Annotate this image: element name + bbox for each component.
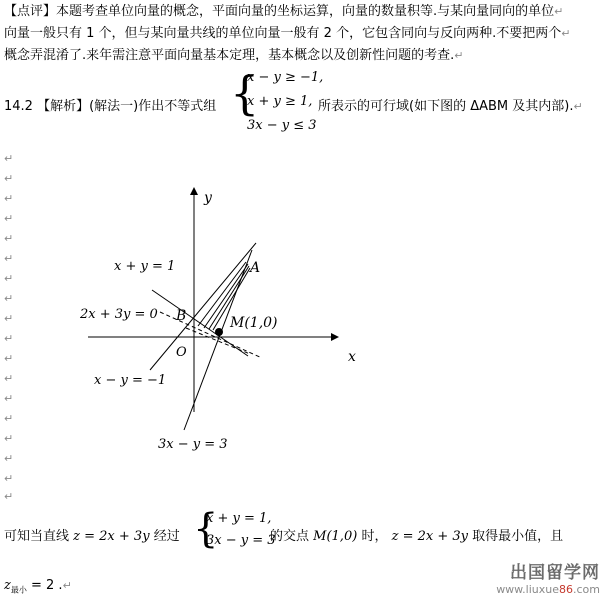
conclusion-system xyxy=(206,508,276,552)
return-mark-icon: ↵ xyxy=(573,100,583,113)
point-b-label: B xyxy=(176,308,187,324)
inequality-3: 3x − y ≤ 3 xyxy=(247,118,317,133)
conclusion-eq-1: x + y = 1, xyxy=(206,511,272,526)
return-mark-icon: ↵ xyxy=(4,332,14,345)
conclusion-point: M(1,0) xyxy=(313,529,358,544)
inequality-2: x + y ≥ 1, xyxy=(247,94,313,109)
zmin-value: = 2 . xyxy=(31,578,63,593)
label-x-plus-y: x + y = 1 xyxy=(114,259,176,274)
conclusion-line xyxy=(4,529,180,545)
return-mark-icon: ↵ xyxy=(4,432,14,445)
conclusion-text-3: 的交点 xyxy=(270,529,310,544)
return-mark-icon: ↵ xyxy=(4,312,14,325)
watermark-name: 出国留学网 xyxy=(510,563,600,583)
return-mark-icon: ↵ xyxy=(4,292,14,305)
return-mark-icon: ↵ xyxy=(4,252,14,265)
objective-expression: z = 2x + 3y xyxy=(73,529,150,544)
solution-prefix: 【解析】(解法一)作出不等式组 xyxy=(37,99,217,114)
return-mark-icon: ↵ xyxy=(454,49,464,62)
conclusion-brace: { xyxy=(193,506,219,552)
point-m-label: M(1,0) xyxy=(230,315,278,331)
label-2x-plus-3y: 2x + 3y = 0 xyxy=(80,307,158,322)
conclusion-eq-2: 3x − y = 3 xyxy=(206,533,276,548)
point-a-label: A xyxy=(250,260,261,276)
return-mark-icon: ↵ xyxy=(4,172,14,185)
return-mark-icon: ↵ xyxy=(4,472,14,485)
return-mark-icon: ↵ xyxy=(554,5,564,18)
return-mark-icon: ↵ xyxy=(4,212,14,225)
return-mark-icon: ↵ xyxy=(4,232,14,245)
conclusion-line-2 xyxy=(270,529,563,545)
watermark-url-number: 86 xyxy=(559,583,573,596)
return-mark-icon: ↵ xyxy=(4,352,14,365)
problem-number: 14.2 xyxy=(4,99,33,114)
conclusion-text-1: 可知当直线 xyxy=(4,529,70,544)
return-mark-icon: ↵ xyxy=(4,392,14,405)
comment-text-2: 向量一般只有 1 个，但与某向量共线的单位向量一般有 2 个，它包含同向与反向两种.不要把两个 xyxy=(4,26,562,41)
zmin-line xyxy=(4,578,72,599)
site-watermark xyxy=(496,558,600,596)
comment-text-1: 【点评】本题考查单位向量的概念，平面向量的坐标运算，向量的数量积等.与某向量同向的单位 xyxy=(4,4,555,19)
origin-label: O xyxy=(176,345,187,360)
return-mark-icon: ↵ xyxy=(62,579,72,592)
return-mark-icon: ↵ xyxy=(4,372,14,385)
return-mark-icon: ↵ xyxy=(561,27,571,40)
zmin-subscript: 最小 xyxy=(10,585,27,595)
conclusion-text-4: 时， xyxy=(361,529,388,544)
label-3x-minus-y: 3x − y = 3 xyxy=(158,437,228,452)
return-mark-icon: ↵ xyxy=(4,490,14,503)
conclusion-text-5: 取得最小值，且 xyxy=(472,529,564,544)
return-mark-icon: ↵ xyxy=(4,412,14,425)
y-axis-label: y xyxy=(204,190,212,206)
solution-suffix: 所表示的可行域(如下图的 ΔABM 及其内部). xyxy=(318,99,574,114)
objective-expression-2: z = 2x + 3y xyxy=(391,529,468,544)
system-brace: { xyxy=(230,66,260,120)
return-mark-icon: ↵ xyxy=(4,152,14,165)
watermark-url-prefix: www.liuxue xyxy=(496,583,559,596)
inequality-1: x − y ≥ −1, xyxy=(247,70,324,85)
watermark-url xyxy=(496,583,600,596)
conclusion-text-2: 经过 xyxy=(153,529,180,544)
x-axis-label: x xyxy=(348,349,356,365)
return-mark-icon: ↵ xyxy=(4,192,14,205)
comment-text-3: 概念弄混淆了.来年需注意平面向量基本定理，基本概念以及创新性问题的考查. xyxy=(4,48,455,63)
point-m-dot xyxy=(215,328,223,336)
return-mark-icon: ↵ xyxy=(4,272,14,285)
return-mark-icon: ↵ xyxy=(4,452,14,465)
zmin-symbol: z xyxy=(4,578,11,593)
watermark-url-suffix: .com xyxy=(573,583,600,596)
label-x-minus-y: x − y = −1 xyxy=(94,373,167,388)
